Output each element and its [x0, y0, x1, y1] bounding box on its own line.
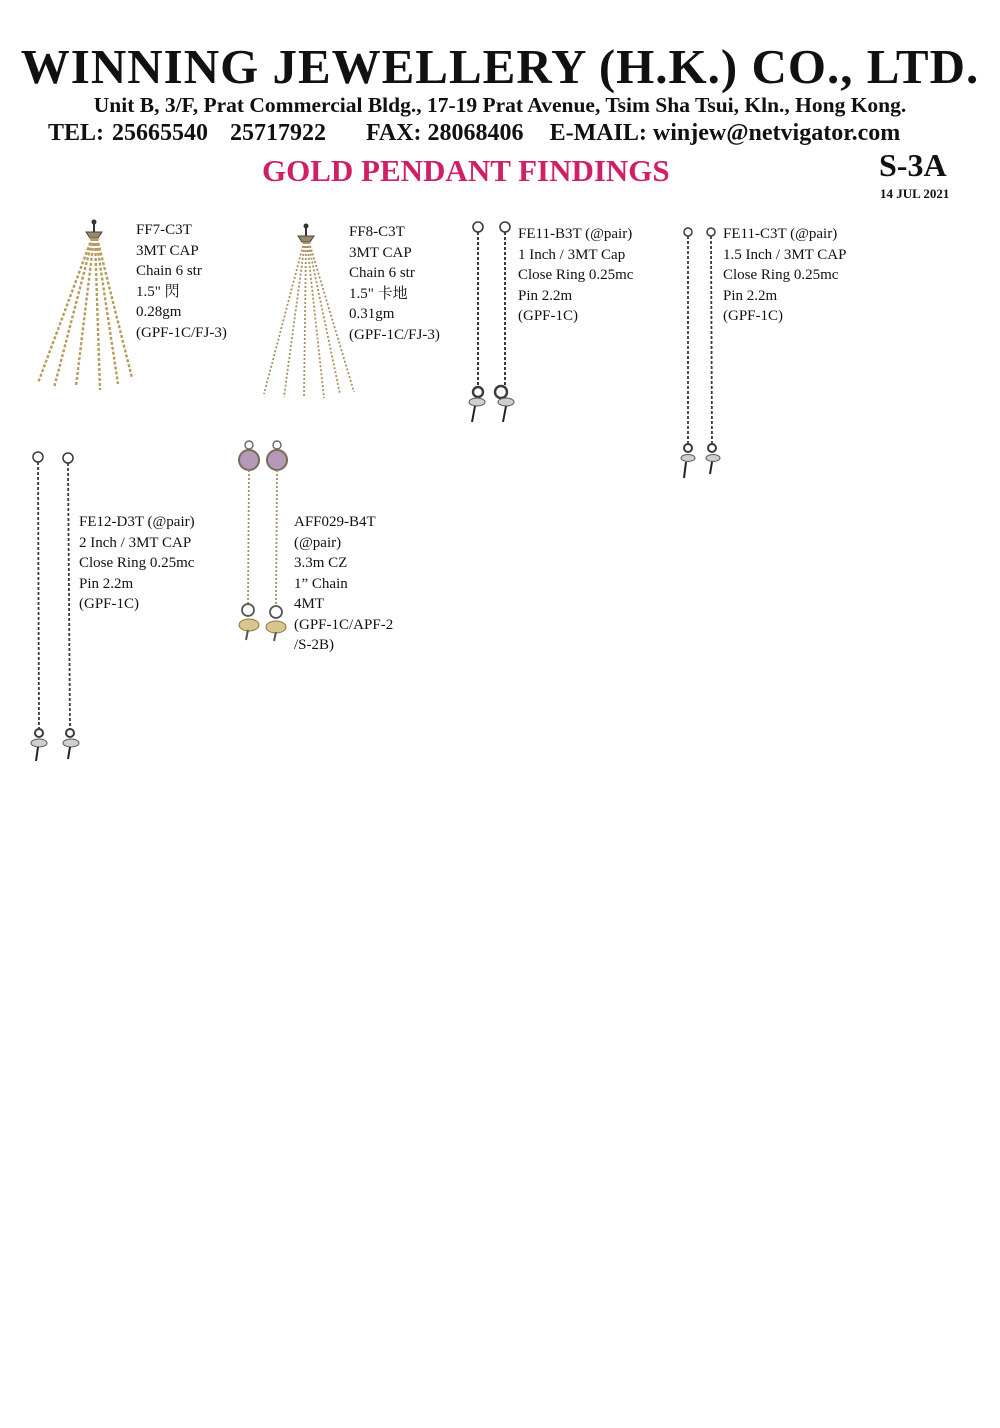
item-fe11-b3t [518, 224, 633, 327]
item-code: FE12-D3T (@pair) [79, 514, 195, 530]
item-code: FE11-C3T (@pair) [723, 226, 838, 242]
item-spec: (GPF-1C) [723, 308, 784, 324]
item-spec: (GPF-1C/FJ-3) [136, 324, 227, 341]
item-spec: (@pair) [294, 534, 342, 551]
aff029-b4t-image [234, 436, 294, 646]
catalog-code: S-3A [879, 147, 947, 183]
item-spec: 3MT CAP [136, 242, 199, 259]
item-spec: Close Ring 0.25mc [518, 267, 634, 283]
fe11-b3t-image [463, 218, 523, 430]
item-spec: Close Ring 0.25mc [723, 267, 839, 283]
item-fe11-c3t [723, 224, 846, 327]
fe12-d3t-image [26, 447, 86, 765]
item-code: FF7-C3T [136, 222, 192, 238]
contact-line [48, 120, 922, 147]
item-spec: 3.3m CZ [294, 555, 348, 571]
item-spec: 3MT CAP [349, 244, 412, 261]
item-spec: 1” Chain [294, 575, 348, 592]
item-spec: (GPF-1C) [79, 596, 140, 612]
ff7-c3t-image [28, 218, 138, 398]
fax: FAX: 28068406 [366, 120, 524, 146]
item-spec: Pin 2.2m [723, 287, 778, 304]
item-spec: (GPF-1C/FJ-3) [349, 326, 440, 343]
item-code: FE11-B3T (@pair) [518, 226, 633, 242]
item-spec: (GPF-1C/APF-2 [294, 616, 394, 633]
item-spec: 1 Inch / 3MT Cap [518, 246, 626, 263]
tel-2: 25717922 [230, 120, 327, 146]
item-spec: 4MT [294, 596, 324, 612]
item-spec: (GPF-1C) [518, 308, 579, 324]
item-aff029-b4t [294, 512, 393, 656]
item-ff7-c3t [136, 220, 227, 343]
item-spec: Pin 2.2m [518, 287, 573, 304]
item-ff8-c3t [349, 222, 440, 345]
tel-label: TEL: [48, 120, 105, 146]
page-title: GOLD PENDANT FINDINGS [262, 153, 670, 188]
item-spec: Close Ring 0.25mc [79, 555, 195, 571]
item-spec: 0.31gm [349, 306, 395, 322]
company-name: WINNING JEWELLERY (H.K.) CO., LTD. [20, 39, 980, 94]
email: E-MAIL: winjew@netvigator.com [549, 120, 901, 146]
ff8-c3t-image [258, 222, 358, 402]
item-spec: 1.5 Inch / 3MT CAP [723, 246, 847, 263]
item-spec: /S-2B) [294, 637, 335, 653]
item-code: AFF029-B4T [294, 514, 376, 530]
item-spec: 1.5" 閃 [136, 283, 180, 300]
item-code: FF8-C3T [349, 224, 405, 240]
item-spec: Pin 2.2m [79, 575, 134, 592]
tel-1: 25665540 [112, 120, 209, 146]
company-address: Unit B, 3/F, Prat Commercial Bldg., 17-19 Prat Avenue, Tsim Sha Tsui, Kln., Hong Kong. [93, 93, 907, 117]
item-spec: 0.28gm [136, 304, 182, 320]
item-spec: 1.5" 卡地 [349, 285, 408, 302]
catalog-date: 14 JUL 2021 [880, 186, 950, 201]
item-fe12-d3t [79, 512, 195, 615]
item-spec: Chain 6 str [349, 265, 415, 281]
fe11-c3t-image [676, 224, 726, 484]
item-spec: 2 Inch / 3MT CAP [79, 534, 192, 551]
item-spec: Chain 6 str [136, 263, 202, 279]
